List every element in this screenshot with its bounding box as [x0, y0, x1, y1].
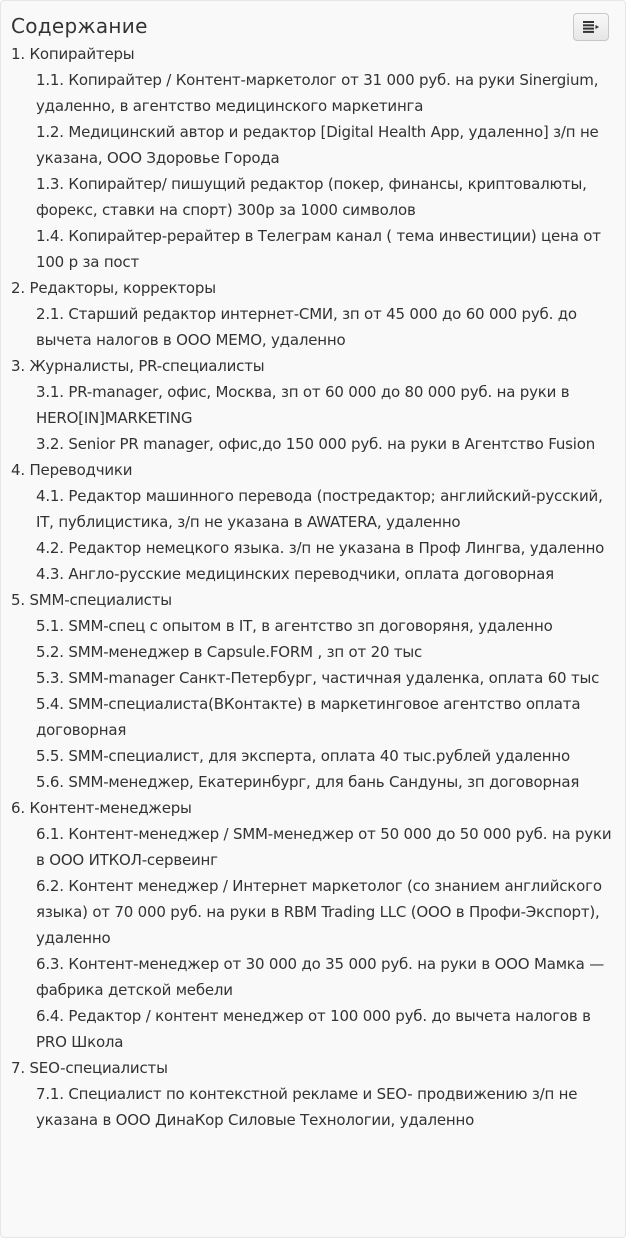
toc-section-link[interactable]: 6. Контент-менеджеры: [11, 799, 192, 817]
toc-subitem: [36, 223, 615, 275]
toc-subitem-link[interactable]: 1.4. Копирайтер-рерайтер в Телеграм канал ( тема инвестиции) цена от 100 р за пост: [36, 227, 601, 271]
toc-subitem-link[interactable]: 5.6. SMM-менеджер, Екатеринбург, для бань Сандуны, зп договорная: [36, 773, 580, 791]
toc-subitem: [36, 171, 615, 223]
toc-subitem: [36, 951, 615, 1003]
toc-subitem: [36, 691, 615, 743]
toc-subitem: [36, 665, 615, 691]
toc-subitem: [36, 301, 615, 353]
toc-sublist: [11, 1081, 615, 1133]
toc-subitem-link[interactable]: 6.1. Контент-менеджер / SMM-менеджер от 50 000 до 50 000 руб. на руки в ООО ИТКОЛ-сервеинг: [36, 825, 612, 869]
toc-section: [11, 353, 615, 457]
toc-subitem-link[interactable]: 4.1. Редактор машинного перевода (постредактор; английский-русский, IT, публицистика, з/п не указана в AWATERA, удаленно: [36, 487, 603, 531]
toc-subitem-link[interactable]: 2.1. Старший редактор интернет-СМИ, зп от 45 000 до 60 000 руб. до вычета налогов в ООО МЕМО, удаленно: [36, 305, 577, 349]
toc-section-link[interactable]: 3. Журналисты, PR-специалисты: [11, 357, 265, 375]
toc-toggle-button[interactable]: [573, 13, 609, 41]
toc-sublist: [11, 821, 615, 1055]
toc-section-link[interactable]: 7. SEO-специалисты: [11, 1059, 168, 1077]
toc-section: [11, 1055, 615, 1133]
toc-subitem-link[interactable]: 6.4. Редактор / контент менеджер от 100 000 руб. до вычета налогов в PRO Школа: [36, 1007, 591, 1051]
toc-subitem: [36, 821, 615, 873]
toc-subitem-link[interactable]: 5.1. SMM-спец с опытом в IT, в агентство зп договоряня, удаленно: [36, 617, 553, 635]
toc-subitem: [36, 561, 615, 587]
toc-subitem-link[interactable]: 7.1. Специалист по контекстной рекламе и SEO- продвижению з/п не указана в ООО ДинаКор Силовые Технологии, удаленно: [36, 1085, 578, 1129]
toc-header: [11, 11, 615, 41]
toc-subitem: [36, 743, 615, 769]
toc-subitem-link[interactable]: 4.2. Редактор немецкого языка. з/п не указана в Проф Лингва, удаленно: [36, 539, 605, 557]
toc-section-link[interactable]: 4. Переводчики: [11, 461, 133, 479]
toc-section-link[interactable]: 2. Редакторы, корректоры: [11, 279, 216, 297]
toc-sublist: [11, 67, 615, 275]
toc-subitem: [36, 483, 615, 535]
toc-subitem: [36, 613, 615, 639]
toc-section: [11, 795, 615, 1055]
toc-subitem-link[interactable]: 1.3. Копирайтер/ пишущий редактор (покер, финансы, криптовалюты, форекс, ставки на спорт) 300р за 1000 символов: [36, 175, 587, 219]
toc-subitem: [36, 1003, 615, 1055]
toc-sublist: [11, 483, 615, 587]
toc-subitem: [36, 431, 615, 457]
toc-subitem: [36, 873, 615, 951]
toc-subitem-link[interactable]: 1.2. Медицинский автор и редактор [Digital Health App, удаленно] з/п не указана, ООО Здоровье Города: [36, 123, 599, 167]
toc-title: Содержание: [11, 14, 148, 38]
toc-subitem-link[interactable]: 6.2. Контент менеджер / Интернет маркетолог (со знанием английского языка) от 70 000 руб. на руки в RBM Trading LLC (ООО в Профи-Экспорт), удаленно: [36, 877, 602, 947]
toc-subitem-link[interactable]: 1.1. Копирайтер / Контент-маркетолог от 31 000 руб. на руки Sinergium, удаленно, в агентство медицинского маркетинга: [36, 71, 599, 115]
toc-subitem: [36, 639, 615, 665]
toc-section: [11, 457, 615, 587]
toc-section: [11, 275, 615, 353]
toc-sublist: [11, 301, 615, 353]
toc-subitem-link[interactable]: 3.2. Senior PR manager, офис,до 150 000 руб. на руки в Агентство Fusion: [36, 435, 596, 453]
toc-subitem-link[interactable]: 5.4. SMM-специалиста(ВКонтакте) в маркетинговое агентство оплата договорная: [36, 695, 581, 739]
toc-subitem: [36, 1081, 615, 1133]
toc-section-link[interactable]: 5. SMM-специалисты: [11, 591, 172, 609]
toc-subitem-link[interactable]: 5.3. SMM-manager Санкт-Петербург, частичная удаленка, оплата 60 тыс: [36, 669, 600, 687]
toc-list: [11, 41, 615, 1133]
toc-subitem: [36, 119, 615, 171]
toc-section-link[interactable]: 1. Копирайтеры: [11, 45, 135, 63]
toc-subitem-link[interactable]: 3.1. PR-manager, офис, Москва, зп от 60 000 до 80 000 руб. на руки в HERO[IN]MARKETING: [36, 383, 570, 427]
toc-subitem: [36, 535, 615, 561]
list-toggle-icon: [583, 21, 599, 33]
toc-subitem-link[interactable]: 5.5. SMM-специалист, для эксперта, оплата 40 тыс.рублей удаленно: [36, 747, 570, 765]
toc-sublist: [11, 613, 615, 795]
toc-section: [11, 587, 615, 795]
toc-subitem: [36, 769, 615, 795]
toc-subitem-link[interactable]: 6.3. Контент-менеджер от 30 000 до 35 000 руб. на руки в ООО Мамка — фабрика детской мебели: [36, 955, 605, 999]
toc-subitem-link[interactable]: 5.2. SMM-менеджер в Capsule.FORM , зп от 20 тыс: [36, 643, 423, 661]
toc-subitem-link[interactable]: 4.3. Англо-русские медицинских переводчики, оплата договорная: [36, 565, 554, 583]
toc-subitem: [36, 379, 615, 431]
toc-section: [11, 41, 615, 275]
toc-subitem: [36, 67, 615, 119]
toc-sublist: [11, 379, 615, 457]
